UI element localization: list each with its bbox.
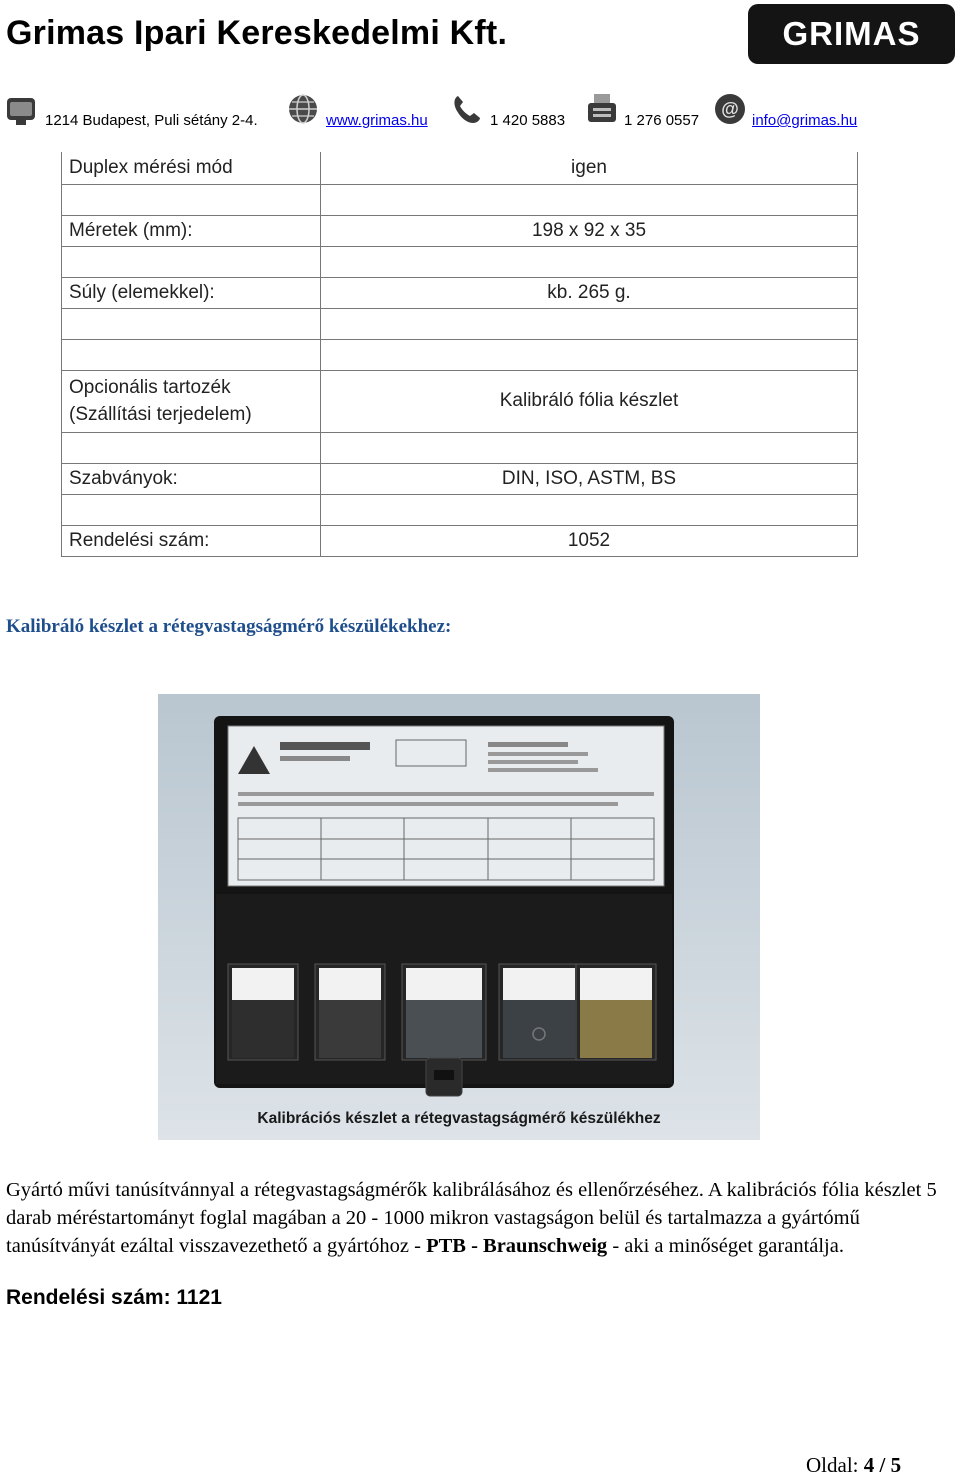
accessory-label-line2: (Szállítási terjedelem): [69, 404, 252, 425]
table-row: [62, 525, 858, 556]
dimensions-label: Méretek (mm):: [62, 215, 321, 246]
contact-row: [0, 92, 960, 132]
phone-icon: [450, 92, 484, 126]
company-name: Grimas Ipari Kereskedelmi Kft.: [6, 14, 508, 52]
table-row: [62, 152, 858, 184]
fax-icon: [585, 92, 619, 126]
fax-text: 1 276 0557: [624, 112, 700, 129]
table-row: [62, 277, 858, 308]
table-row: [62, 339, 858, 370]
weight-value: kb. 265 g.: [321, 277, 858, 308]
photo-caption: Kalibrációs készlet a rétegvastagságmérő készülékhez: [257, 1110, 661, 1127]
page-footer: [806, 1453, 901, 1476]
dimensions-value: 198 x 92 x 35: [321, 215, 858, 246]
standards-value: DIN, ISO, ASTM, BS: [321, 463, 858, 494]
email-icon: [713, 92, 747, 126]
accessory-value: Kalibráló fólia készlet: [321, 370, 858, 432]
description-bold: PTB - Braunschweig: [426, 1235, 608, 1257]
table-row: [62, 184, 858, 215]
description-paragraph: [6, 1176, 952, 1260]
phone-text: 1 420 5883: [490, 112, 566, 129]
globe-icon: [286, 92, 320, 126]
calibration-case-illustration: [158, 694, 760, 1104]
email-link[interactable]: info@grimas.hu: [752, 112, 858, 129]
page-label: Oldal:: [806, 1453, 864, 1476]
order-value: 1052: [321, 525, 858, 556]
standards-label: Szabványok:: [62, 463, 321, 494]
website-link[interactable]: www.grimas.hu: [326, 112, 428, 129]
mailbox-icon: [4, 92, 38, 126]
table-row: [62, 494, 858, 525]
accessory-label-line1: Opcionális tartozék: [69, 377, 231, 398]
description-part1: Gyártó művi tanúsítvánnyal a rétegvastagságmérők kalibrálásához és ellenőrzéséhez. A kalibrációs fólia készlet 5 darab méréstartományt foglal magában a 20 - 1000 mikron vastagságon belül és tartalmazza a gyártómű tanúsítványát ezáltal visszavezethető a gyártóhoz -: [6, 1179, 937, 1257]
address-text: 1214 Budapest, Puli sétány 2-4.: [45, 112, 258, 129]
section-heading: Kalibráló készlet a rétegvastagságmérő készülékekhez:: [6, 616, 452, 637]
spec-table: [61, 152, 858, 557]
weight-label: Súly (elemekkel):: [62, 277, 321, 308]
svg-text:@: @: [721, 99, 739, 119]
accessory-label: [62, 370, 321, 432]
table-row: [62, 370, 858, 432]
grimas-logo: GRIMAS: [748, 4, 955, 64]
table-row: [62, 215, 858, 246]
description-part2: - aki a minőséget garantálja.: [607, 1235, 844, 1257]
table-row: [62, 246, 858, 277]
order-label: Rendelési szám:: [62, 525, 321, 556]
table-row: [62, 308, 858, 339]
page-number: 4 / 5: [863, 1453, 902, 1476]
duplex-label: Duplex mérési mód: [62, 152, 321, 184]
table-row: [62, 432, 858, 463]
product-photo: [158, 694, 760, 1140]
duplex-value: igen: [321, 152, 858, 184]
order-number: Rendelési szám: 1121: [6, 1286, 222, 1309]
table-row: [62, 463, 858, 494]
calibration-foils: [228, 964, 656, 1060]
